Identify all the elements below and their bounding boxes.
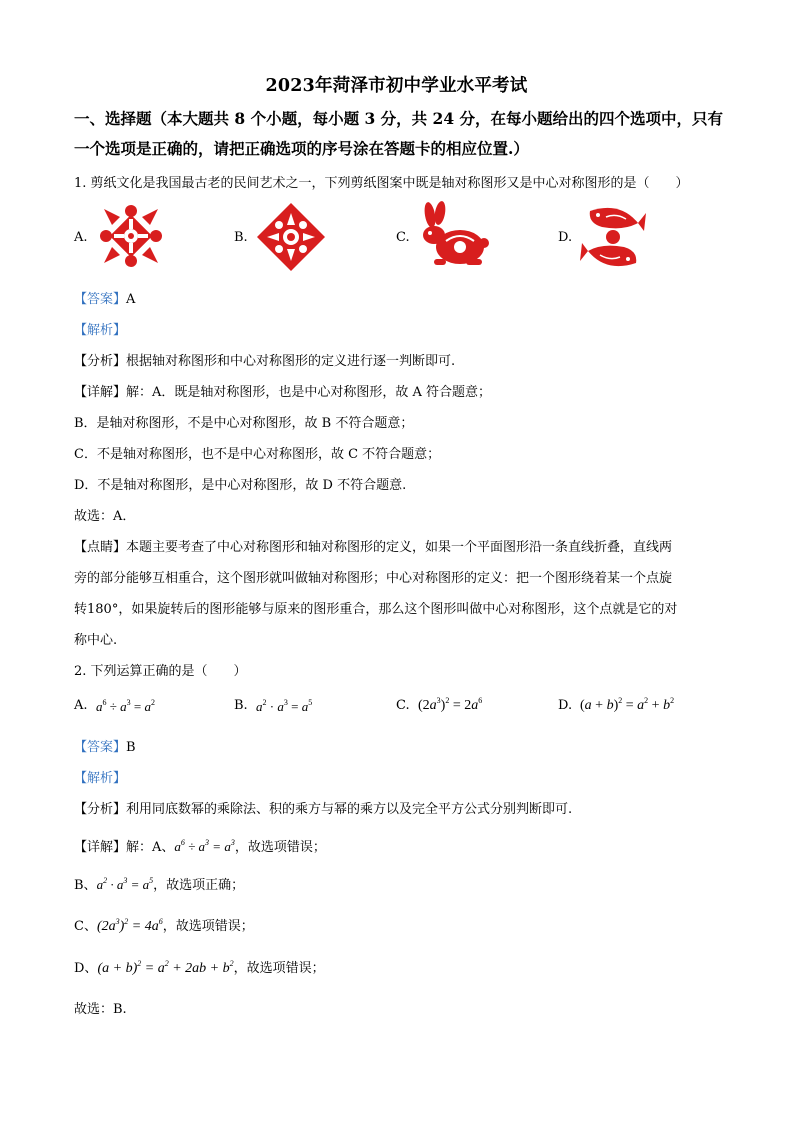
q1-xiangjie: 【详解】解：A．既是轴对称图形，也是中心对称图形，故 A 符合题意； bbox=[74, 385, 492, 400]
q1-option-d-label: D. bbox=[558, 230, 573, 245]
q1-option-c-label: C. bbox=[396, 230, 410, 245]
q2-option-a-label: A. bbox=[74, 698, 88, 713]
section-heading-line2: 一个选项是正确的，请把正确选项的序号涂在答题卡的相应位置.） bbox=[74, 139, 529, 158]
q2-d-suffix: ，故选项错误； bbox=[233, 961, 325, 976]
answer-tag: 【答案】 bbox=[74, 740, 127, 755]
q2-d-formula: $(a + b)^2 = a^2 + 2ab + b^2$ bbox=[97, 959, 234, 976]
q1-analysis-tag: 【解析】 bbox=[74, 323, 127, 338]
q2-option-c-formula: $(2a^3)^2 = 2a^6$ bbox=[418, 696, 483, 713]
q2-fenxi: 【分析】利用同底数幂的乘除法、积的乘方与幂的乘方以及完全平方公式分别判断即可. bbox=[74, 802, 573, 817]
q1-option-a-label: A. bbox=[74, 230, 88, 245]
answer-tag: 【答案】 bbox=[74, 292, 127, 307]
q2-answer-line bbox=[74, 736, 136, 755]
q2-option-d-label: D. bbox=[558, 698, 573, 713]
answer-value: B bbox=[126, 740, 136, 755]
section-heading-line1: 一、选择题（本大题共 8 个小题，每小题 3 分，共 24 分，在每小题给出的四个选项中，只有 bbox=[74, 109, 724, 128]
q1-c-line: C．不是轴对称图形，也不是中心对称图形，故 C 不符合题意； bbox=[74, 447, 441, 462]
q2-option-a-formula: $a^6 \div a^3 = a^2$ bbox=[96, 698, 155, 714]
papercut-pattern-a-icon bbox=[98, 203, 164, 273]
q2-b-formula: $a^2 \cdot a^3 = a^5$ bbox=[96, 876, 154, 892]
q2-c-prefix: C、 bbox=[74, 919, 97, 934]
q1-dianjing-4: 称中心. bbox=[74, 633, 118, 648]
q1-choose: 故选：A． bbox=[74, 509, 136, 524]
q2-c-explain bbox=[74, 915, 254, 935]
q2-c-formula: $(2a^3)^2 = 4a^6$ bbox=[96, 917, 163, 934]
q2-xiangjie-prefix: 【详解】解：A、 bbox=[74, 840, 175, 855]
page-title: 2023年菏泽市初中学业水平考试 bbox=[265, 76, 528, 96]
q2-b-prefix: B、 bbox=[74, 878, 97, 893]
q1-dianjing-1: 【点睛】本题主要考查了中心对称图形和轴对称图形的定义，如果一个平面图形沿一条直线折叠，直线两 bbox=[74, 540, 673, 555]
q2-stem: 2. 下列运算正确的是（ ） bbox=[74, 664, 247, 679]
q2-d-explain bbox=[74, 957, 325, 977]
q2-xiangjie-suffix: ，故选项错误； bbox=[234, 840, 326, 855]
q2-option-b-formula: $a^2 \cdot a^3 = a^5$ bbox=[256, 698, 313, 714]
q1-stem: 1. 剪纸文化是我国最古老的民间艺术之一，下列剪纸图案中既是轴对称图形又是中心对称图形的是（ ） bbox=[74, 176, 689, 191]
q1-dianjing-3: 转180°，如果旋转后的图形能够与原来的图形重合，那么这个图形叫做中心对称图形，这个点就是它的对 bbox=[74, 602, 678, 617]
q1-d-line: D．不是轴对称图形，是中心对称图形，故 D 不符合题意. bbox=[74, 478, 407, 493]
q2-xiangjie-formula: $a^6 \div a^3 = a^3$ bbox=[174, 838, 235, 854]
q2-d-prefix: D、 bbox=[74, 961, 98, 976]
q2-c-suffix: ，故选项错误； bbox=[162, 919, 254, 934]
q1-fenxi: 【分析】根据轴对称图形和中心对称图形的定义进行逐一判断即可. bbox=[74, 354, 456, 369]
q2-analysis-tag: 【解析】 bbox=[74, 771, 127, 786]
q2-b-suffix: ，故选项正确； bbox=[153, 878, 245, 893]
q2-option-d-formula: $(a + b)^2 = a^2 + b^2$ bbox=[580, 696, 675, 713]
q1-b-line: B．是轴对称图形，不是中心对称图形，故 B 不符合题意； bbox=[74, 416, 414, 431]
q2-option-b-label: B. bbox=[234, 698, 248, 713]
q1-option-b-label: B. bbox=[234, 230, 248, 245]
q2-choose: 故选：B. bbox=[74, 1002, 127, 1017]
q2-option-c-label: C. bbox=[396, 698, 410, 713]
q2-xiangjie bbox=[74, 836, 326, 855]
papercut-rabbit-icon bbox=[416, 201, 490, 277]
q1-answer-line bbox=[74, 288, 135, 307]
q1-dianjing-2: 旁的部分能够互相重合，这个图形就叫做轴对称图形；中心对称图形的定义：把一个图形绕着某一个点旋 bbox=[74, 571, 673, 586]
answer-value: A bbox=[126, 292, 136, 307]
q2-b-explain bbox=[74, 874, 244, 893]
papercut-fish-icon bbox=[580, 201, 646, 277]
papercut-snowflake-icon bbox=[255, 201, 327, 277]
